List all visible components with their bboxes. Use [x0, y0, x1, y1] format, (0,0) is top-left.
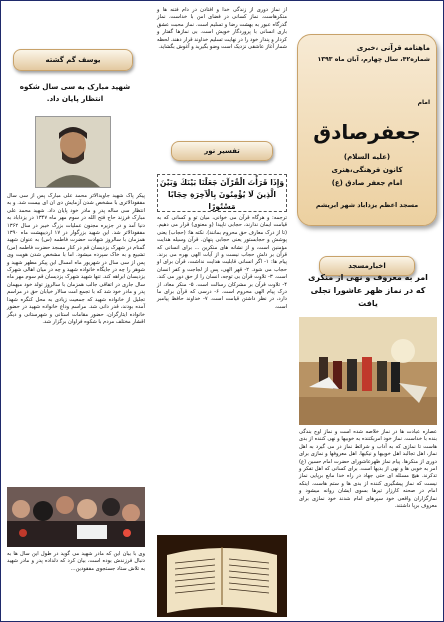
funeral-crowd-illustration — [7, 487, 145, 547]
quran-verse: وَإِذَا قَرَأْتَ الْقُرْآنَ جَعَلْنَا بَيْنَكَ وَبَيْنَ الَّذِينَ لَا يُؤْمِنُونَ بِالْآخِرَةِ حِجَابًا مَسْتُورًا — [157, 174, 287, 212]
funeral-crowd-photo — [7, 487, 145, 547]
news-tag: اخبارمسجد — [319, 256, 415, 276]
tafsir-tag: تفسیر نور — [171, 141, 273, 161]
martyr-body: پیکر پاک شهید جاویدالاثر محمد علی مبارک پس از سی سال مفقودالاثری با مشخص شدن آزمایش دی ان ای بیست شد. و به انتظار سی ساله پدر و مادر خود پایان داد. شهید محمد علی مبارک فرزند حاج فتح الله در سوم مهر ماه ۱۳۴۷ در یزداباد به دنیا آمد و در جزیره مجنون عملیات بزرگ خیبر در سال ۱۳۶۲ مفقودالاثر شد. این شهید بزرگوار در ۱۷ اردیبهشت ماه ۱۳۹۰ همزمان با سالروز شهادت حضرت فاطمه (س) به عنوان شهید گمنام در شهرک یزدیسان قم در کنار مسجد حضرت فاطمه (س) تشییع و به خاک سپرده میشود. اما با مشخص شدن هویت وی پس از سی سال در شهریور ماه امسال این پیکر مطهر شهید و شوهر را چه در جایگاه خانواده شهید و چه در میان اهالی شهرک یزدیسان ابراهه کند. تنها شهید شهرک یزدیسان قم سوم مهر ماه سال جاری در اتفاقی جالب همزمان با سالروز تولد خود میهمان پدر و مادر خود شد که با تجمع امت سالار خیابان حق در مراسم تجلیل از خانواده شهید که جمعیت زیادی به محل کنگره شهدا آمده بودند، قدر دانی شد. مراسم وداع خانواده شهید در حضور خانواده ایثارگران، حضور مقامات استانی و شهرستانی و دیگر اقشار مختلف مردم با شکوه فراوان برگزار شد. — [7, 193, 146, 325]
ashura-prayer-illustration — [299, 317, 437, 425]
masthead-publication: ماهنامه قرآنی ،خبری — [356, 44, 430, 52]
martyr-headline: شهید مبارک به سی سال شکوه انتظار پایان داد. — [19, 82, 131, 103]
martyr-portrait — [35, 116, 111, 188]
news-body: عصاره عبادت ها در نماز خلاصه شده است و نماز اوج بندگی بنده با خداست. نماز خود امربکننده به خوبیها و نهی کننده از بدی هاست تا نمازی که به آداب و شرائط نماز در می گیرد به اهل نماز، اهل تجالبد اهل خوبیها و نیکیها. اهل معروفها و نمازی برای دوری از منکرها. پیام نماز ظهرعاشورای حضرت امام حسین (ع) امر به خوبی ها و نهی از بدیها است. برای کسانی که اهل تفکر و تدکرند. هیچ مسئله ای حتی جهاد در راه خدا مانع برپایی نماز نیست که نماز پیشگیری کننده از بدی ها و ستم هاست. اینکه امام در صحنه کارزار تیرها بسوی ایشان روانه میشود و نمازگزاران واقعی خود سپرهای امام شدند خود نمازی برای معروف برپا داشتند. — [299, 429, 437, 510]
news-headline: امر به معروف و نهی از منکری که در نماز ظهر عاشورا تجلی یافت — [308, 273, 428, 308]
masthead-imam-label: امام — [417, 99, 430, 106]
ashura-prayer-photo — [299, 317, 437, 425]
prayer-article-text: از نماز دوری از زندگی خدا و افتادن در دام فتنه ها و منکرهاست. نماز کسانی در فضای امن با خداست. نماز گذرگاه عبور به بهشت رضا و تسلیم است. نماز محبت عشق باری انسانی با پروردگار خویش است. بی نمازها گفتار و کردار و پندار خود را در نهایت تسلیم خداوند قرار دهند. لحظه شمار آغاز عاشقی نزدیک است وضو بگیرید و آغوش بگشاید. — [157, 7, 287, 51]
middle-column — [151, 1, 293, 621]
martyr-portrait-illustration — [36, 117, 110, 187]
masthead-center-name: امام جعفر صادق (ع) — [331, 179, 403, 187]
masthead-title: جعفرصادق — [313, 120, 421, 144]
tafsir-body: ترجمه: و هرگاه قرآن می خوانی، میان تو و کسانی که به قیامت ایمان ندارند، حجابی ناپیدا (و معنوی) قرار می دهیم. (تا از درک معارف حق محروم بمانند). نکته ها: (حجاب) یعنی پوشش و حجابستور یعنی حجابی پنهان. قرآن وسیله هدایت مؤمنین است، و از نشانه های منکرین ... برای انسانی که قرآن بر دلش حجاب نیست و از آیات الهی بهره می برند. پیام ها: ۱- اگر انسانی قابلیت هدایت نداشت، قرآن برای او حجاب می شود. ۲- قهر الهی، پس از لجاجت و کفر انسان است. ۳- تلاوت قرآن بی توجه، انسان را از حق دور می کند. ۴- تلاوت قرآن بر مشرکان رسالت است. ۵- منکر معاد، از درک پیام الهی محروم است. ۶- درسی که قرآن برای ما دارد، در نظر داشتن قیامت است. ۷- خداوند حافظ پیامبر است. — [157, 215, 287, 310]
masthead-card — [297, 34, 437, 226]
masthead-mosque: مسجد اعظم یزداباد شهر ابریشم — [315, 201, 419, 209]
martyr-body-continued: وی با بیان این که مادر شهید می گوید در طول این سال ها به دنبال فرزندش بوده است، بیان کرد که دلداده پدر و مادر شهید به تلاش ستاد جستجوی مفقودین... — [7, 551, 145, 572]
martyr-tag: یوسف گم گشته — [13, 49, 133, 71]
masthead-issue: شماره۴۲، سال چهارم، آبان ماه ۱۳۹۳ — [317, 56, 430, 63]
open-quran-photo — [157, 535, 287, 617]
left-column — [0, 1, 151, 621]
open-quran-illustration — [157, 535, 287, 617]
masthead-center: کانون فرهنگی،هنری — [331, 166, 403, 174]
right-column — [293, 1, 443, 621]
masthead-honorific: (علیه السلام) — [343, 153, 391, 161]
